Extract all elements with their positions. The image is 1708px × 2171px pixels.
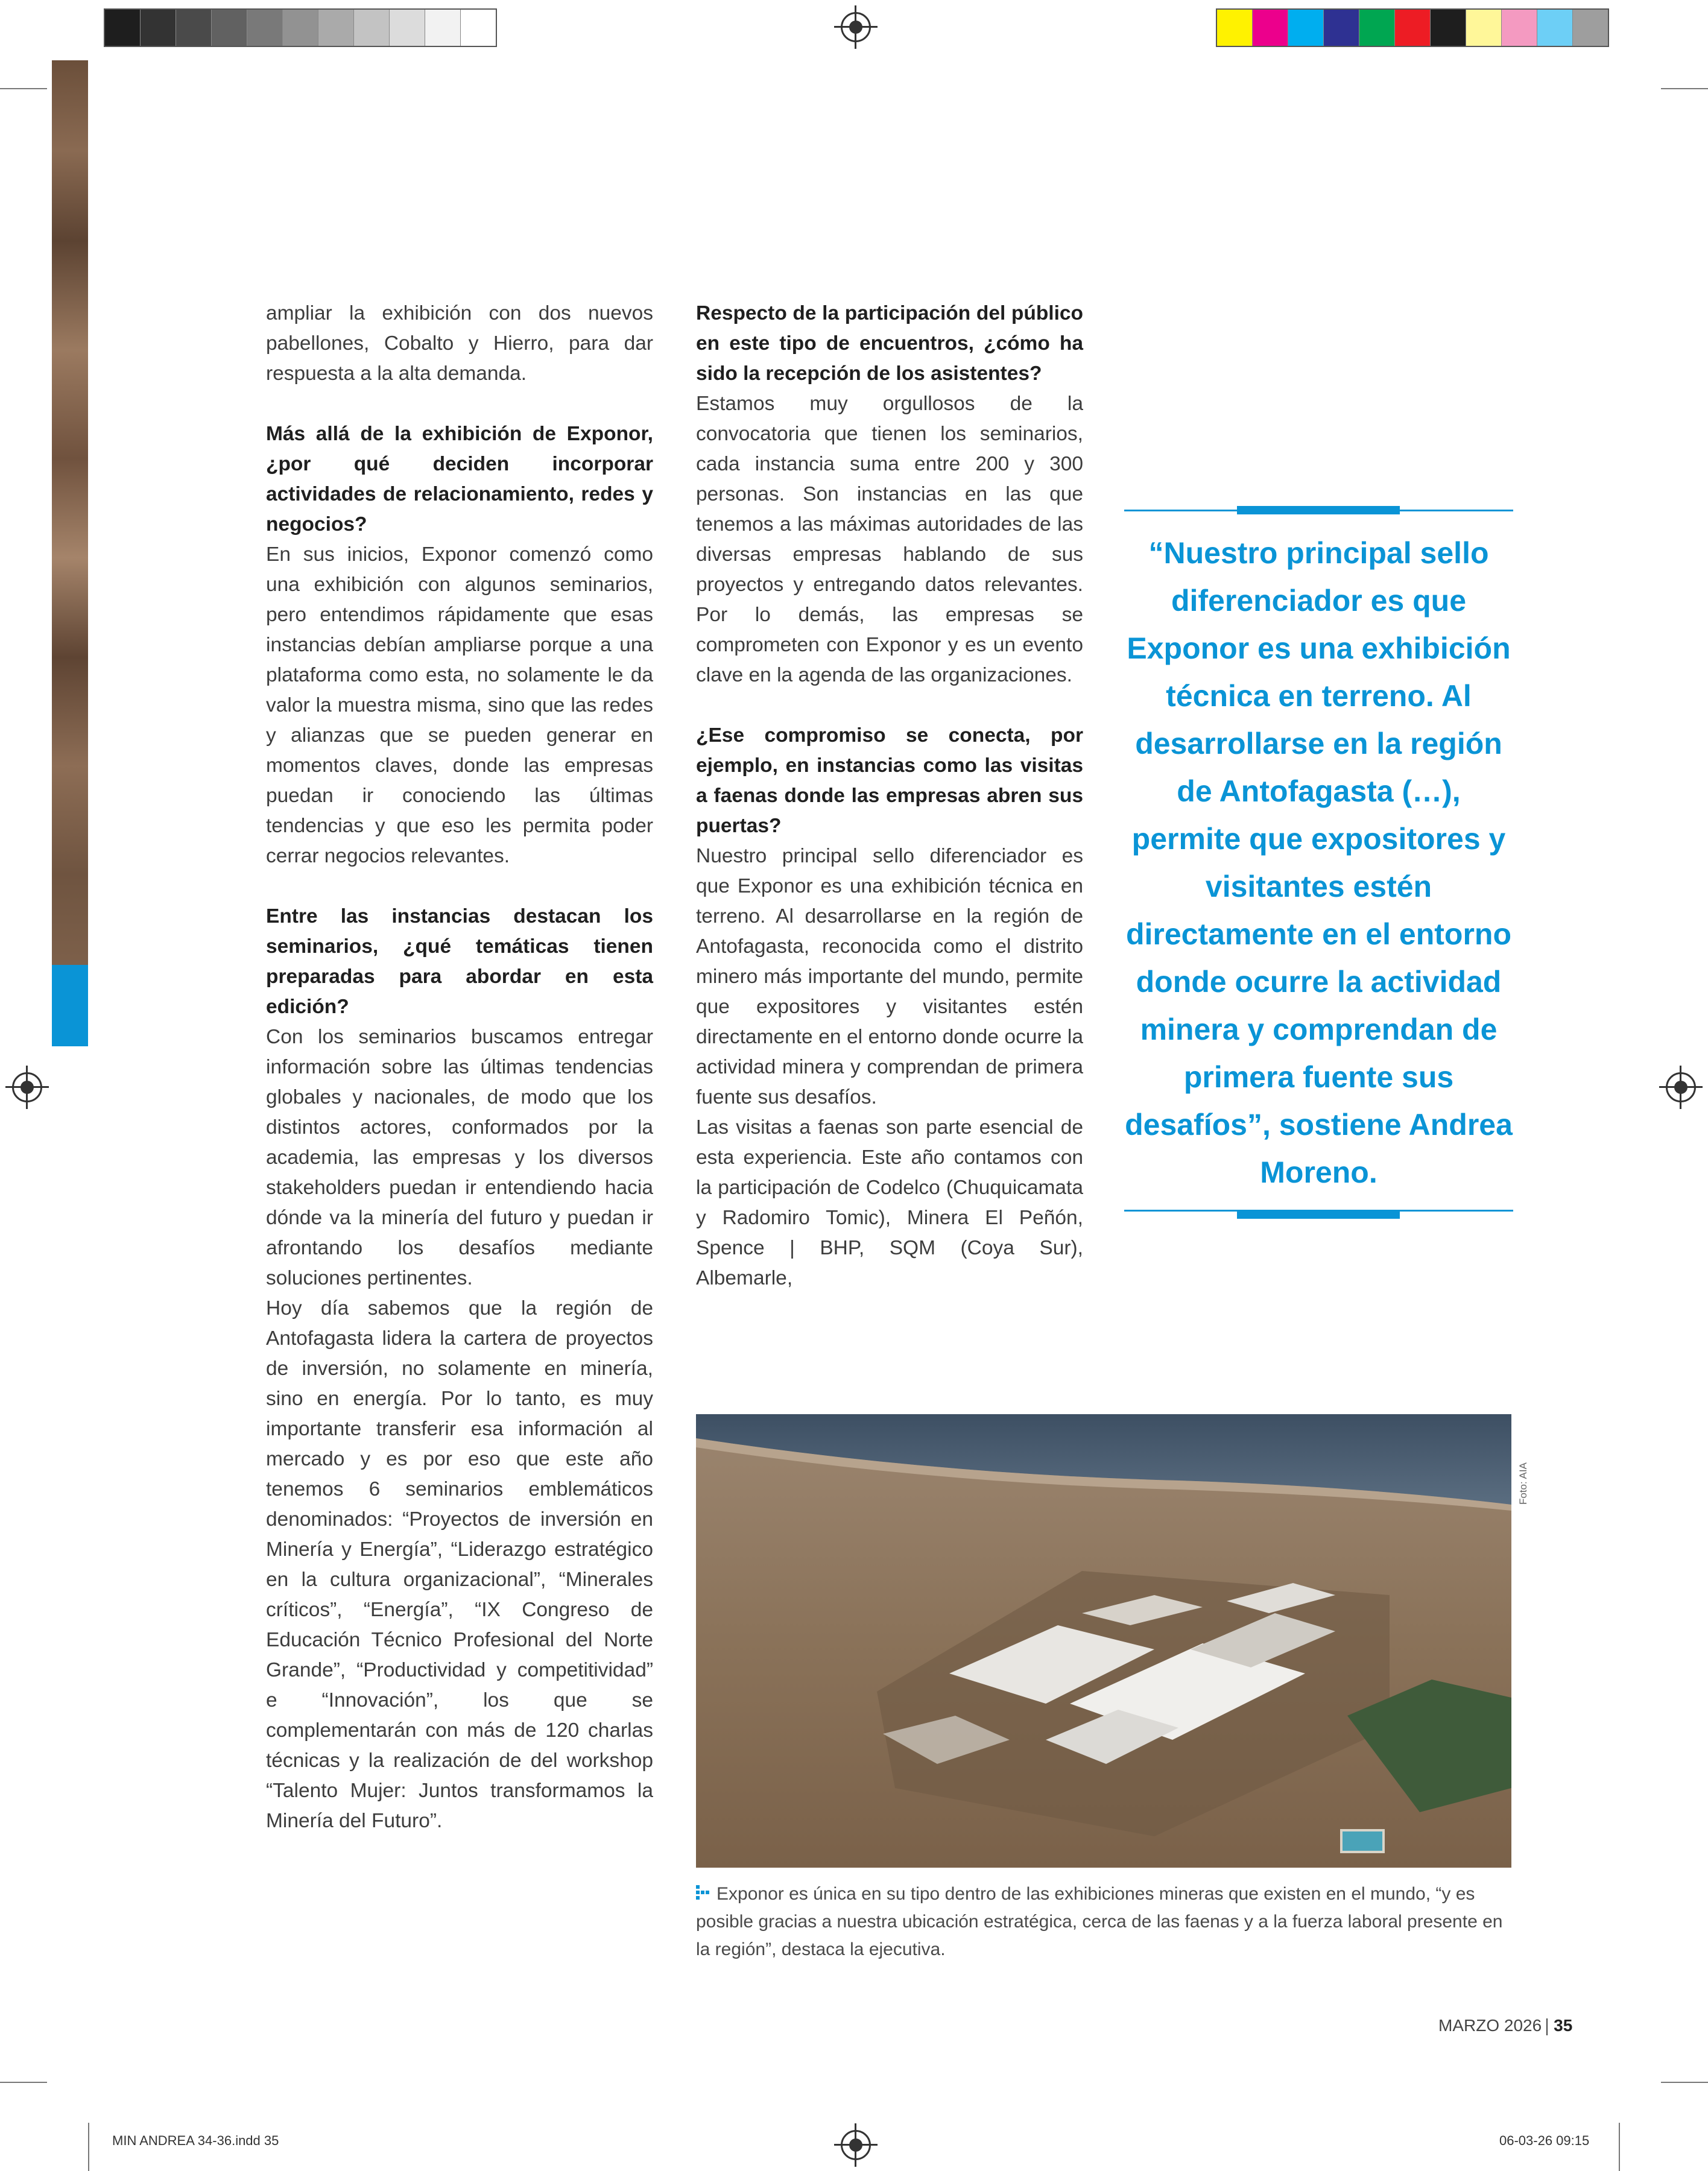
trim-mark xyxy=(1619,2123,1620,2171)
slug-file-name: MIN ANDREA 34-36.indd 35 xyxy=(112,2133,279,2148)
gray-swatch xyxy=(425,10,461,46)
aerial-photo-illustration xyxy=(696,1414,1511,1868)
article-column-2 xyxy=(696,299,1083,1294)
photo-caption xyxy=(696,1880,1511,1964)
paragraph: Con los seminarios buscamos entregar información sobre las últimas tendencias globales y nacionales, de modo que los distintos actores, conformados por la academia, las empresas y los diversos stakeholders puedan ir entendiendo hacia dónde va la minería del futuro y puedan ir afrontando los desafíos mediante soluciones pertinentes. xyxy=(266,1026,653,1289)
color-swatch xyxy=(1253,10,1288,46)
gray-swatch xyxy=(354,10,390,46)
paragraph: ampliar la exhibición con dos nuevos pabellones, Cobalto y Hierro, para dar respuesta a la alta demanda. xyxy=(266,302,653,385)
interview-question: Entre las instancias destacan los seminarios, ¿qué temáticas tienen preparadas para abordar en esta edición? xyxy=(266,905,653,1018)
caption-bullet-icon xyxy=(696,1885,709,1903)
page-number: 35 xyxy=(1554,2016,1573,2035)
trim-mark xyxy=(88,2123,89,2171)
accent-blue-tab xyxy=(52,965,88,1046)
color-swatch xyxy=(1395,10,1431,46)
aerial-photo-exponor xyxy=(696,1414,1511,1868)
gray-swatch xyxy=(461,10,496,46)
pull-quote xyxy=(1124,510,1513,1212)
pull-quote-bottom-bar xyxy=(1237,1210,1400,1219)
paragraph: En sus inicios, Exponor comenzó como una exhibición con algunos seminarios, pero entendimos rápidamente que esas instancias debían ampliarse porque a una plataforma como esta, no solamente le da valor la muestra misma, sino que las redes y alianzas que se pueden generar en momentos claves, donde las empresas puedan ir conociendo las últimas tendencias y que eso les permita poder cerrar negocios relevantes. xyxy=(266,543,653,867)
color-swatch xyxy=(1288,10,1324,46)
process-color-bar xyxy=(1216,8,1609,47)
page-folio xyxy=(1438,2016,1572,2035)
color-swatch xyxy=(1324,10,1359,46)
pull-quote-text: “Nuestro principal sello diferenciador es que Exponor es una exhibición técnica en terreno. Al desarrollarse en la región de Antofagasta (…), permite que expositores y visitantes estén directamente en el entorno donde ocurre la actividad minera y comprendan de primera fuente sus desafíos”, sostiene Andrea Moreno. xyxy=(1125,536,1513,1189)
gray-swatch xyxy=(212,10,247,46)
interview-question: Respecto de la participación del público en este tipo de encuentros, ¿cómo ha sido la recepción de los asistentes? xyxy=(696,302,1083,385)
gray-swatch xyxy=(283,10,318,46)
issue-month: MARZO 2026 xyxy=(1438,2016,1542,2035)
registration-mark-icon xyxy=(841,2130,871,2160)
paragraph: Estamos muy orgullosos de la convocatoria que tienen los seminarios, cada instancia suma entre 200 y 300 personas. Son instancias en las que tenemos a las máximas autoridades de las diversas empresas hablando de sus proyectos y entregando datos relevantes. Por lo demás, las empresas se comprometen con Exponor y es un evento clave en la agenda de las organizaciones. xyxy=(696,393,1083,686)
gray-swatch xyxy=(318,10,354,46)
color-swatch xyxy=(1431,10,1466,46)
article-column-1 xyxy=(266,299,653,1836)
trim-mark xyxy=(1661,88,1708,89)
rock-texture-strip xyxy=(52,60,88,965)
photo-credit-text: Foto: AIA xyxy=(1517,1462,1529,1505)
registration-mark-icon xyxy=(1666,1072,1696,1102)
trim-mark xyxy=(1661,2082,1708,2083)
slug-date-time: 06-03-26 09:15 xyxy=(1499,2133,1590,2148)
interview-question: Más allá de la exhibición de Exponor, ¿por qué deciden incorporar actividades de relacionamiento, redes y negocios? xyxy=(266,423,653,536)
trim-mark xyxy=(0,88,47,89)
pull-quote-top-bar xyxy=(1237,506,1400,514)
paragraph: Nuestro principal sello diferenciador es que Exponor es una exhibición técnica en terreno. Al desarrollarse en la región de Antofagasta, reconocida como el distrito minero más importante del mundo, permite que expositores y visitantes estén directamente en el entorno donde ocurre la actividad minera y comprendan de primera fuente sus desafíos. xyxy=(696,845,1083,1108)
registration-mark-icon xyxy=(12,1072,42,1102)
color-swatch xyxy=(1573,10,1608,46)
gray-swatch xyxy=(141,10,176,46)
gray-swatch xyxy=(176,10,212,46)
color-swatch xyxy=(1466,10,1502,46)
trim-mark xyxy=(0,2082,47,2083)
gray-swatch xyxy=(247,10,283,46)
color-swatch xyxy=(1537,10,1573,46)
interview-question: ¿Ese compromiso se conecta, por ejemplo, en instancias como las visitas a faenas donde las empresas abren sus puertas? xyxy=(696,724,1083,837)
registration-mark-icon xyxy=(841,12,871,42)
photo-credit xyxy=(1514,1414,1532,1505)
paragraph: Hoy día sabemos que la región de Antofagasta lidera la cartera de proyectos de inversión, no solamente en minería, sino en energía. Por lo tanto, es muy importante transferir esa información al mercado y es por eso que este año tenemos 6 seminarios emblemáticos denominados: “Proyectos de inversión en Minería y Energía”, “Liderazgo estratégico en la cultura organizacional”, “Minerales críticos”, “Energía”, “IX Congreso de Educación Técnico Profesional del Norte Grande”, “Productividad y competitividad” e “Innovación”, los que se complementarán con más de 120 charlas técnicas y la realización de del workshop “Talento Mujer: Juntos transformamos la Minería del Futuro”. xyxy=(266,1297,653,1832)
gray-swatch xyxy=(390,10,425,46)
color-swatch xyxy=(1359,10,1395,46)
color-swatch xyxy=(1502,10,1537,46)
grayscale-color-bar xyxy=(104,8,497,47)
color-swatch xyxy=(1217,10,1253,46)
gray-swatch xyxy=(105,10,141,46)
paragraph: Las visitas a faenas son parte esencial de esta experiencia. Este año contamos con la participación de Codelco (Chuquicamata y Radomiro Tomic), Minera El Peñón, Spence | BHP, SQM (Coya Sur), Albemarle, xyxy=(696,1116,1083,1289)
photo-caption-text: Exponor es única en su tipo dentro de las exhibiciones mineras que existen en el mundo, “y es posible gracias a nuestra ubicación estratégica, cerca de las faenas y a la fuerza laboral presente en la región”, destaca la ejecutiva. xyxy=(696,1884,1503,1959)
